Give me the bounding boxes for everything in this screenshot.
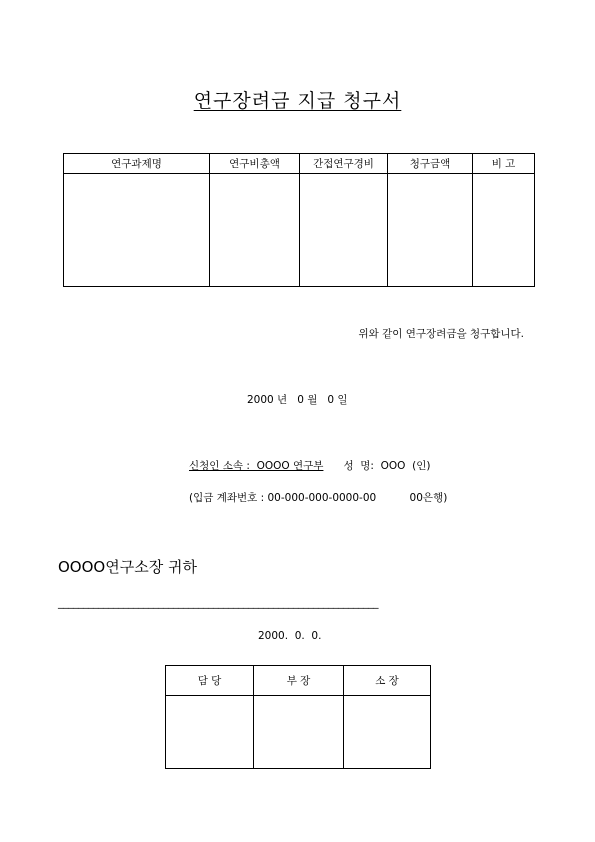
claim-date: 2000 년 0 월 0 일 (247, 394, 348, 406)
header-claim-amount: 청구금액 (388, 154, 473, 174)
claim-table (63, 153, 535, 287)
cell-indirect-cost[interactable] (300, 174, 388, 287)
account-line: (입금 계좌번호 : 00-000-000-0000-00 00은행) (189, 492, 448, 504)
approval-header-director: 소 장 (344, 666, 431, 696)
applicant-affiliation: 신청인 소속 : OOOO 연구부 (189, 460, 324, 472)
document-title: 연구장려금 지급 청구서 (193, 90, 402, 112)
signature-box-director[interactable] (344, 696, 431, 769)
short-date: 2000. 0. 0. (258, 630, 322, 642)
signature-box-manager[interactable] (254, 696, 344, 769)
addressee: OOOO연구소장 귀하 (58, 558, 197, 576)
approval-table (165, 665, 431, 769)
header-indirect-cost: 간접연구경비 (300, 154, 388, 174)
approval-header-row (166, 666, 431, 696)
applicant-name: 성 명: OOO (인) (343, 460, 431, 472)
approval-header-manager: 부 장 (254, 666, 344, 696)
approval-header-staff: 담 당 (166, 666, 254, 696)
request-statement: 위와 같이 연구장려금을 청구합니다. (358, 328, 524, 340)
header-project-name: 연구과제명 (64, 154, 210, 174)
cell-project-name[interactable] (64, 174, 210, 287)
header-total-budget: 연구비총액 (210, 154, 300, 174)
signature-box-staff[interactable] (166, 696, 254, 769)
cell-total-budget[interactable] (210, 174, 300, 287)
cell-claim-amount[interactable] (388, 174, 473, 287)
header-remarks: 비 고 (473, 154, 535, 174)
cell-remarks[interactable] (473, 174, 535, 287)
claim-table-header-row (64, 154, 535, 174)
approval-signature-row (166, 696, 431, 769)
divider-line: ________________________________________________________________ (58, 596, 378, 609)
table-row (64, 174, 535, 287)
applicant-line (189, 458, 430, 473)
